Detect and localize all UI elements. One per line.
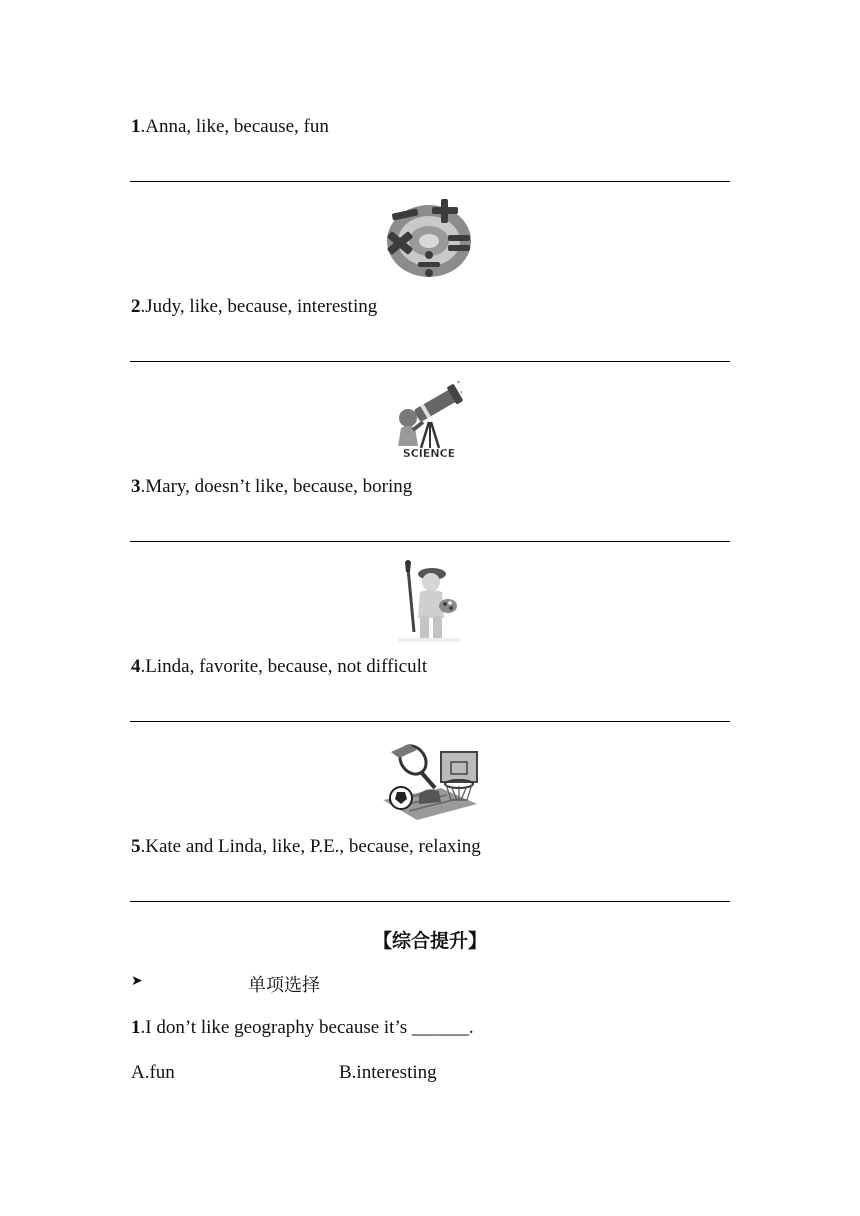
bullet-label: 单项选择	[248, 975, 320, 996]
answer-line-2	[130, 361, 730, 362]
svg-text:*: *	[460, 391, 463, 397]
item-number: 5	[131, 836, 141, 857]
answer-line-3	[130, 541, 730, 542]
item-number: 3	[131, 476, 141, 497]
exercise-item-1	[131, 115, 329, 139]
answer-line-5	[130, 901, 730, 902]
science-telescope-icon	[393, 378, 465, 460]
question-number: 1	[131, 1017, 141, 1038]
art-painter-icon	[398, 560, 460, 642]
science-label: SCIENCE	[402, 447, 456, 460]
question-1	[131, 1016, 474, 1040]
item-prompt: .Linda, favorite, because, not difficult	[140, 656, 428, 677]
item-prompt: .Judy, like, because, interesting	[140, 296, 378, 317]
exercise-item-3	[131, 475, 412, 499]
exercise-item-2	[131, 295, 377, 319]
sports-equipment-icon	[381, 740, 479, 822]
answer-line-4	[130, 721, 730, 722]
section-heading: 【综合提升】	[372, 930, 487, 952]
question-text: .I don’t like geography because it’s ______.	[140, 1017, 474, 1038]
exercise-item-5	[131, 835, 481, 859]
item-prompt: .Mary, doesn’t like, because, boring	[140, 476, 413, 497]
exercise-item-4	[131, 655, 427, 679]
item-number: 2	[131, 296, 141, 317]
option-a: A.fun	[131, 1062, 175, 1083]
svg-text:*: *	[457, 380, 460, 387]
item-number: 1	[131, 116, 141, 137]
answer-line-1	[130, 181, 730, 182]
item-prompt: .Kate and Linda, like, P.E., because, relaxing	[140, 836, 481, 857]
item-number: 4	[131, 656, 141, 677]
item-prompt: .Anna, like, because, fun	[140, 116, 329, 137]
arrow-bullet-icon: ➤	[131, 974, 143, 989]
math-symbols-icon	[382, 199, 476, 281]
option-b: B.interesting	[339, 1062, 437, 1083]
